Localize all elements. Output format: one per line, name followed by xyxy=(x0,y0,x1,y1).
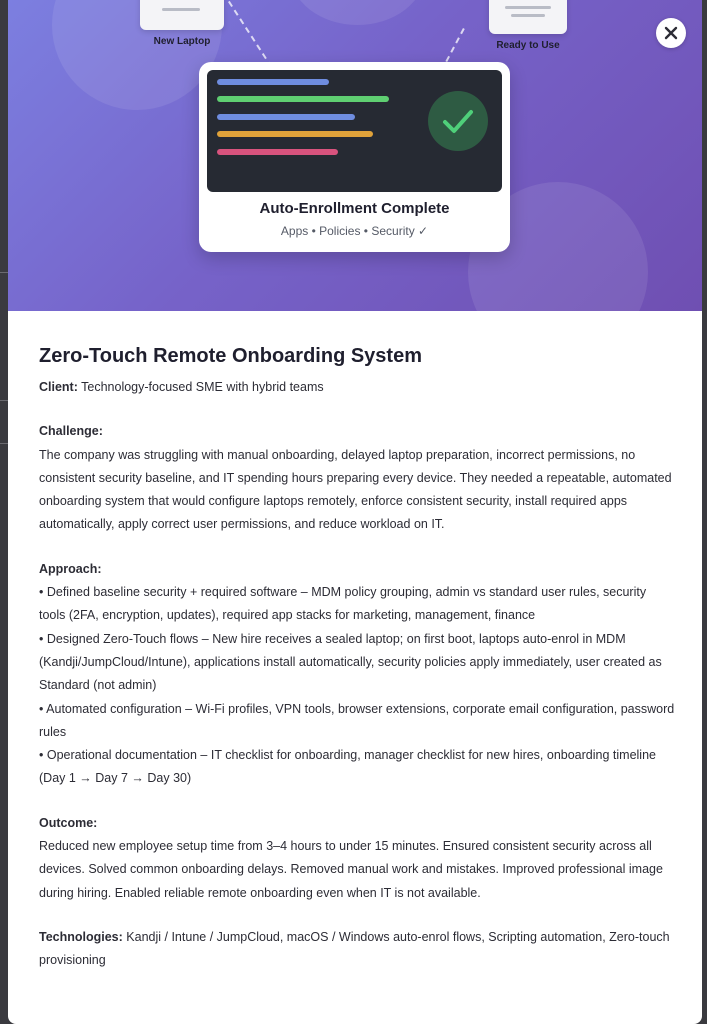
approach-section xyxy=(39,558,675,791)
technologies-line xyxy=(39,926,675,973)
approach-label: Approach: xyxy=(39,561,102,576)
progress-bar xyxy=(217,114,355,120)
ready-device xyxy=(489,0,567,34)
card-title: Auto-Enrollment Complete xyxy=(259,200,450,217)
challenge-section xyxy=(39,420,675,536)
close-button[interactable] xyxy=(656,18,686,48)
outcome-text: Reduced new employee setup time from 3–4 hours to under 15 minutes. Ensured consistent security across all devices. Solved common onboarding delays. Removed manual work and mistakes. Improved professional image during hiring. Enabled reliable remote onboarding even when IT is not available. xyxy=(39,839,663,900)
ready-device-label: Ready to Use xyxy=(496,40,560,51)
approach-item: • Designed Zero-Touch flows – New hire receives a sealed laptop; on first boot, laptops auto-enrol in MDM (Kandji/JumpCloud/Intune), applications install automatically, security policies apply immediately, user created as Standard (not admin) xyxy=(39,631,662,693)
project-modal xyxy=(8,0,702,1024)
approach-item: • Automated configuration – Wi-Fi profiles, VPN tools, browser extensions, corporate email configuration, password rules xyxy=(39,701,675,739)
enrollment-card xyxy=(199,62,510,252)
new-laptop-label: New Laptop xyxy=(153,36,211,47)
enrollment-screen xyxy=(207,70,502,192)
card-subtitle: Apps • Policies • Security ✓ xyxy=(280,224,429,238)
progress-bar xyxy=(217,96,389,102)
client-value: Technology-focused SME with hybrid teams xyxy=(81,380,324,394)
progress-bar xyxy=(217,149,338,155)
approach-item: • Defined baseline security + required software – MDM policy grouping, admin vs standard user rules, security tools (2FA, encryption, updates), required app stacks for marketing, management, finance xyxy=(39,585,647,623)
new-laptop-device xyxy=(140,0,224,30)
checkmark-icon xyxy=(428,91,488,151)
hero-illustration xyxy=(8,0,702,311)
challenge-label: Challenge: xyxy=(39,424,103,439)
project-details xyxy=(39,340,675,973)
progress-bar xyxy=(217,131,373,137)
close-icon xyxy=(664,26,678,40)
approach-item: • Operational documentation – IT checklist for onboarding, manager checklist for new hires, onboarding timeline (Day 1 → Day 7 → Day 30) xyxy=(39,748,656,786)
progress-bar xyxy=(217,79,329,85)
project-title: Zero-Touch Remote Onboarding System xyxy=(39,345,422,367)
technologies-section xyxy=(39,926,675,973)
decor-bubble xyxy=(290,0,425,25)
client-label: Client: xyxy=(39,380,78,394)
outcome-section xyxy=(39,812,675,905)
challenge-text: The company was struggling with manual onboarding, delayed laptop preparation, incorrect permissions, no consistent security baseline, and IT spending hours preparing every device. They needed a repeatable, automated onboarding system that would configure laptops remotely, enforce consistent security, install required apps automatically, apply correct user permissions, and reduce workload on IT. xyxy=(39,447,672,532)
outcome-label: Outcome: xyxy=(39,815,98,830)
technologies-label: Technologies: xyxy=(39,929,123,944)
technologies-text: Kandji / Intune / JumpCloud, macOS / Windows auto-enrol flows, Scripting automation, Zero-touch provisioning xyxy=(39,929,670,968)
client-line xyxy=(39,376,675,399)
